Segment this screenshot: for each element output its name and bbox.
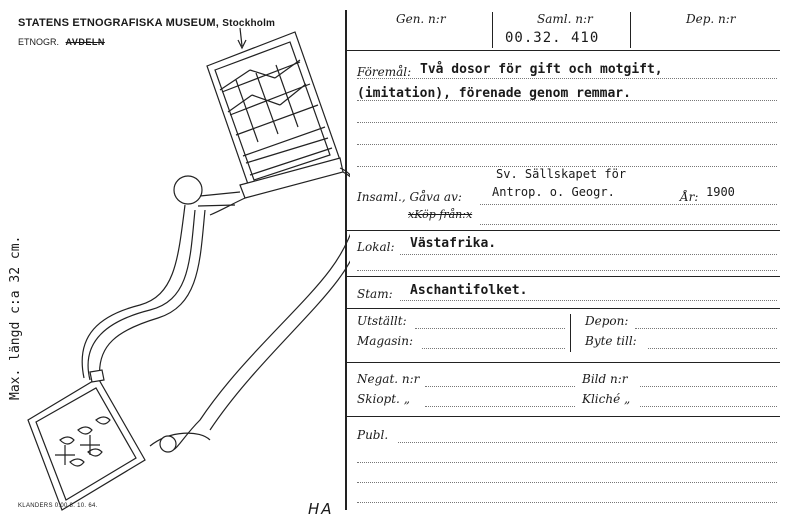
kliche-label: Kliché „ — [582, 392, 631, 406]
museum-name-text: STATENS ETNOGRAFISKA MUSEUM, — [18, 17, 219, 29]
department-struck: AVDELN — [65, 37, 105, 47]
rule — [345, 362, 780, 363]
foremal-label: Föremål: — [357, 65, 412, 79]
printer-imprint: KLANDERS 0.00 8. 10. 64. — [18, 503, 98, 509]
dotted-line — [400, 300, 777, 301]
dotted-line — [425, 406, 575, 407]
rule — [345, 416, 780, 417]
cataloguer-initials: HA — [308, 500, 334, 518]
form-left-border — [345, 10, 347, 510]
insaml-label: Insaml., Gåva av: — [357, 190, 462, 204]
dotted-line — [357, 270, 777, 271]
dotted-line — [480, 204, 777, 205]
dotted-line — [415, 328, 565, 329]
rule — [345, 230, 780, 231]
dotted-line — [357, 144, 777, 145]
department-label: ETNOGR. — [18, 37, 60, 47]
depon-label: Depon: — [585, 314, 629, 328]
header-bottom-rule — [345, 50, 780, 51]
dotted-line — [480, 224, 777, 225]
header-divider-2 — [630, 12, 631, 48]
year-label: År: — [680, 190, 699, 204]
dotted-line — [357, 502, 777, 503]
dotted-line — [425, 386, 575, 387]
negat-label: Negat. n:r — [357, 372, 420, 386]
lokal-value: Västafrika. — [410, 236, 497, 251]
donor-line-1: Sv. Sällskapet för — [496, 167, 627, 181]
dotted-line — [422, 348, 565, 349]
dotted-line — [640, 406, 777, 407]
foremal-line-1: Två dosor för gift och motgift, — [420, 62, 663, 77]
skiopt-label: Skiopt. „ — [357, 392, 410, 406]
byte-label: Byte till: — [585, 334, 637, 348]
stam-label: Stam: — [357, 287, 393, 301]
dotted-line — [357, 122, 777, 123]
purchase-from-struck: xKöp från:x — [408, 208, 473, 221]
year-value: 1900 — [706, 185, 735, 199]
saml-label: Saml. n:r — [537, 12, 593, 26]
saml-value: 00.32. 410 — [505, 30, 600, 46]
dotted-line — [400, 254, 777, 255]
foremal-line-2: (imitation), förenade genom remmar. — [357, 86, 631, 101]
rule — [345, 308, 780, 309]
dotted-line — [398, 442, 777, 443]
utstallt-label: Utställt: — [357, 314, 407, 328]
dotted-line — [357, 78, 777, 79]
object-drawing — [0, 0, 350, 523]
publ-label: Publ. — [357, 428, 389, 442]
dotted-line — [648, 348, 777, 349]
header-divider-1 — [492, 12, 493, 48]
dotted-line — [357, 100, 777, 101]
divider — [570, 314, 571, 352]
gen-label: Gen. n:r — [396, 12, 446, 26]
dotted-line — [635, 328, 777, 329]
donor-line-2: Antrop. o. Geogr. — [492, 185, 615, 199]
stam-value: Aschantifolket. — [410, 283, 528, 298]
dotted-line — [357, 462, 777, 463]
bild-label: Bild n:r — [582, 372, 628, 386]
magasin-label: Magasin: — [357, 334, 414, 348]
dotted-line — [640, 386, 777, 387]
rule — [345, 276, 780, 277]
dotted-line — [357, 482, 777, 483]
lokal-label: Lokal: — [357, 240, 395, 254]
upper-box-drawing — [207, 32, 343, 198]
length-note-text: Max. längd c:a 32 cm. — [8, 235, 23, 400]
museum-city: Stockholm — [222, 18, 276, 29]
dep-label: Dep. n:r — [686, 12, 736, 26]
